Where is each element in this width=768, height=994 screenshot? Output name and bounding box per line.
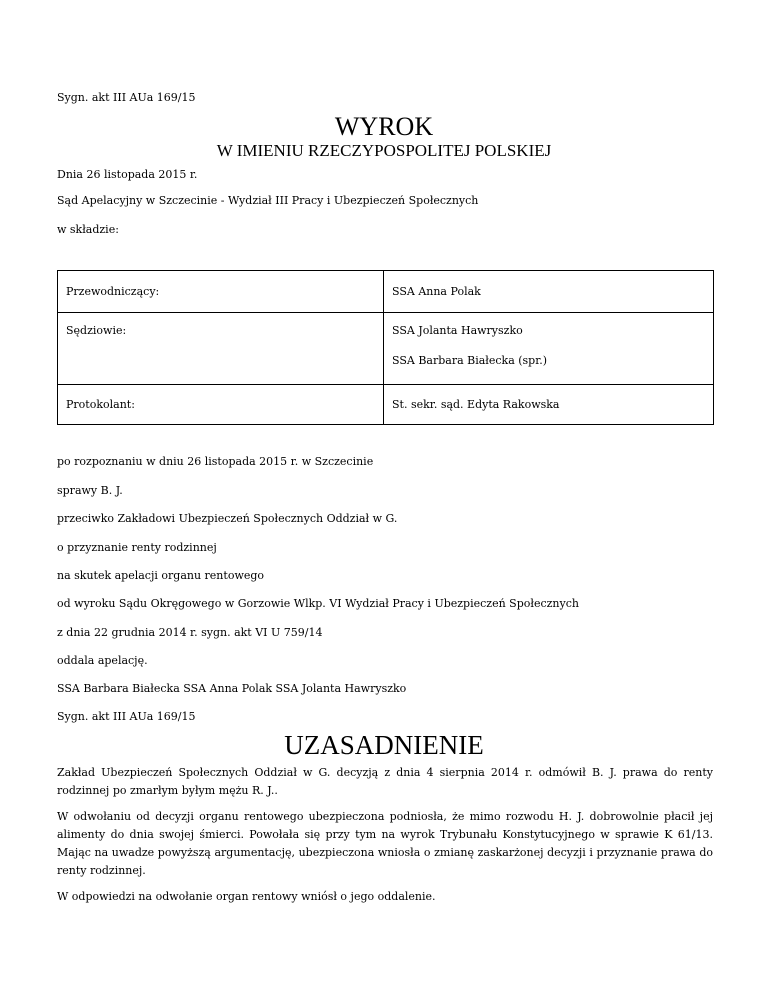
justification-paragraph-3: W odpowiedzi na odwołanie organ rentowy wniósł o jego oddalenie.	[57, 890, 436, 903]
judges-label: Sędziowie:	[66, 324, 127, 337]
court-name: Sąd Apelacyjny w Szczecinie - Wydział III Pracy i Ubezpieczeń Społecznych	[57, 194, 479, 207]
composition-table	[57, 270, 714, 425]
clerk-label: Protokolant:	[66, 398, 135, 411]
judge-1: SSA Jolanta Hawryszko	[392, 324, 523, 337]
chair-name-cell	[384, 271, 714, 313]
composition-row-clerk	[58, 385, 714, 425]
composition-row-chair	[58, 271, 714, 313]
verdict-line: oddala apelację.	[57, 654, 148, 667]
verdict-line: od wyroku Sądu Okręgowego w Gorzowie Wlkp. VI Wydział Pracy i Ubezpieczeń Społecznych	[57, 597, 579, 610]
case-signature-2: Sygn. akt III AUa 169/15	[57, 710, 196, 723]
verdict-line: z dnia 22 grudnia 2014 r. sygn. akt VI U 759/14	[57, 626, 323, 639]
judge-2: SSA Barbara Białecka (spr.)	[392, 354, 548, 367]
justification-title: UZASADNIENIE	[284, 730, 484, 760]
document-title: WYROK	[334, 112, 434, 141]
verdict-line: przeciwko Zakładowi Ubezpieczeń Społecznych Oddział w G.	[57, 512, 398, 525]
document-subtitle: W IMIENIU RZECZYPOSPOLITEJ POLSKIEJ	[216, 141, 552, 160]
verdict-line: po rozpoznaniu w dniu 26 listopada 2015 r. w Szczecinie	[57, 455, 374, 468]
composition-intro: w składzie:	[57, 223, 119, 236]
chair-label: Przewodniczący:	[66, 285, 160, 298]
case-signature: Sygn. akt III AUa 169/15	[57, 91, 196, 104]
chair-label-cell	[58, 271, 384, 313]
justification-paragraph-2: W odwołaniu od decyzji organu rentowego ubezpieczona podniosła, że mimo rozwodu H. J. dobrowolnie płacił jej alimenty do dnia swojej śmierci. Powołała się przy tym na wyrok Trybunału Konstytucyjnego w sprawie K 61/13. Mając na uwadze powyższą argumentację, ubezpieczona wniosła o zmianę zaskarżonej decyzji i przyznanie prawa do renty rodzinnej.	[57, 810, 713, 877]
judges-names-cell	[384, 313, 714, 385]
justification-paragraph-1: Zakład Ubezpieczeń Społecznych Oddział w G. decyzją z dnia 4 sierpnia 2014 r. odmówił B. J. prawa do renty rodzinnej po zmarłym byłym mężu R. J..	[57, 766, 713, 797]
signatories-line: SSA Barbara Białecka SSA Anna Polak SSA Jolanta Hawryszko	[57, 682, 407, 695]
verdict-line: o przyznanie renty rodzinnej	[57, 541, 217, 554]
clerk-name: St. sekr. sąd. Edyta Rakowska	[392, 398, 560, 411]
clerk-name-cell	[384, 385, 714, 425]
verdict-line: sprawy B. J.	[57, 484, 123, 497]
clerk-label-cell	[58, 385, 384, 425]
verdict-line: na skutek apelacji organu rentowego	[57, 569, 265, 582]
chair-name: SSA Anna Polak	[392, 285, 481, 298]
composition-row-judges	[58, 313, 714, 385]
judgment-date: Dnia 26 listopada 2015 r.	[57, 168, 198, 181]
judges-label-cell	[58, 313, 384, 385]
